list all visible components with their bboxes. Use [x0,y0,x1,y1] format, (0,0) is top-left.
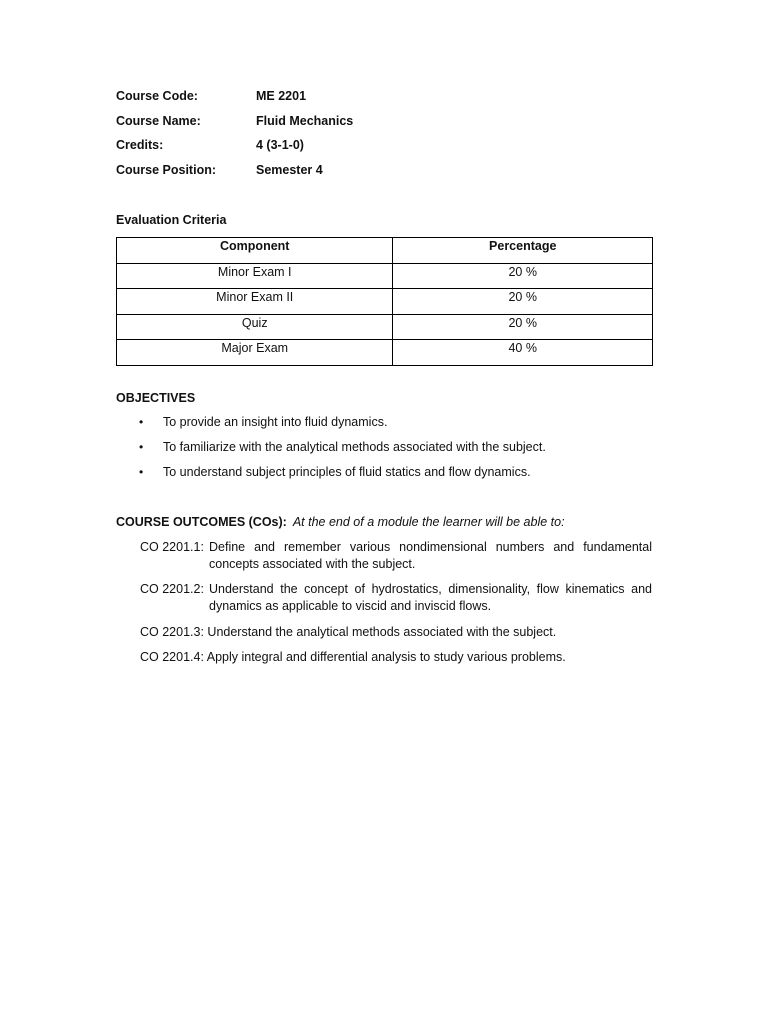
list-item [116,464,656,489]
outcome-code: CO 2201.1: [140,540,204,554]
course-outcomes-intro: At the end of a module the learner will be able to: [292,515,565,529]
course-outcome-item [140,581,652,615]
credits-value: 4 (3-1-0) [256,138,304,152]
objective-text: To familiarize with the analytical methods associated with the subject. [163,440,546,454]
component-cell: Minor Exam I [117,263,393,289]
objective-text: To understand subject principles of fluid statics and flow dynamics. [163,465,531,479]
percentage-cell: 40 % [393,340,653,366]
column-header-component: Component [117,238,393,264]
course-outcome-item [140,539,652,573]
credits-label: Credits: [116,138,164,152]
component-cell: Major Exam [117,340,393,366]
outcome-code: CO 2201.2: [140,582,204,596]
bullet-icon: • [139,440,144,454]
outcome-text: Understand the concept of hydrostatics, dimensionality, flow kinematics and dynamics as applicable to viscid and inviscid flows. [209,582,652,613]
course-outcome-item [140,624,652,641]
course-outcomes-title: COURSE OUTCOMES (COs): [116,515,287,529]
objectives-heading: OBJECTIVES [116,391,196,405]
evaluation-criteria-heading: Evaluation Criteria [116,213,227,227]
bullet-icon: • [139,465,144,479]
outcome-code: CO 2201.4: [140,650,204,664]
outcome-code: CO 2201.3: [140,625,204,639]
percentage-cell: 20 % [393,289,653,315]
course-code-value: ME 2201 [256,89,307,103]
outcome-text: Understand the analytical methods associated with the subject. [207,625,557,639]
component-cell: Quiz [117,314,393,340]
table-row [117,340,653,366]
bullet-icon: • [139,415,144,429]
course-name-label: Course Name: [116,114,201,128]
list-item [116,439,656,464]
course-position-value: Semester 4 [256,163,323,177]
percentage-cell: 20 % [393,314,653,340]
outcome-text: Apply integral and differential analysis to study various problems. [206,650,566,664]
component-cell: Minor Exam II [117,289,393,315]
table-header-row [117,238,653,264]
outcome-text: Define and remember various nondimensional numbers and fundamental concepts associated with the subject. [209,540,652,571]
percentage-cell: 20 % [393,263,653,289]
table-row [117,289,653,315]
table-row [117,314,653,340]
course-outcomes-heading [116,514,565,530]
table-row [117,263,653,289]
course-code-label: Course Code: [116,89,198,103]
objective-text: To provide an insight into fluid dynamics. [163,415,388,429]
evaluation-table [116,237,653,366]
objectives-list [116,414,656,489]
course-outcome-item [140,649,652,666]
course-position-label: Course Position: [116,163,217,177]
column-header-percentage: Percentage [393,238,653,264]
course-name-value: Fluid Mechanics [256,114,354,128]
list-item [116,414,656,439]
